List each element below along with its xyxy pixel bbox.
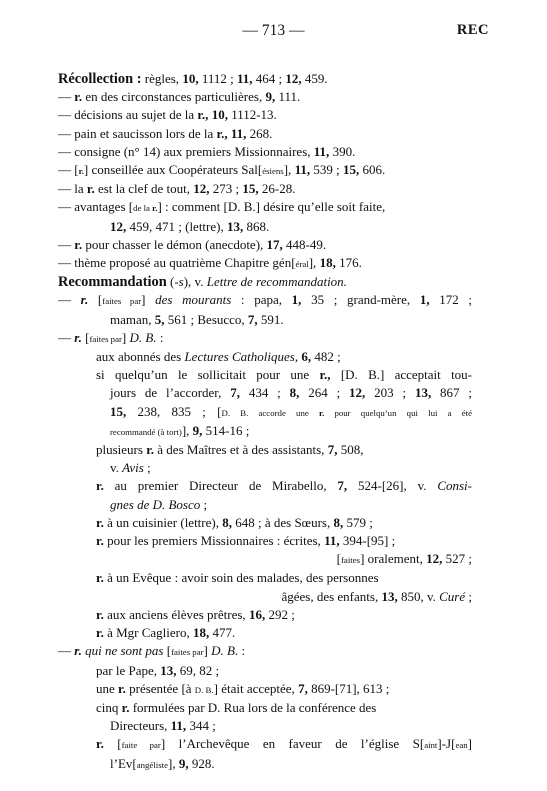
index-line [58, 550, 472, 569]
text-run: pour les premiers Missionnaires : écrites, [103, 533, 325, 549]
text-run: plusieurs [96, 442, 147, 458]
index-line [58, 236, 472, 254]
text-run: 1112-13. [227, 107, 277, 123]
text-run: 12, [193, 181, 210, 197]
index-line [58, 218, 472, 236]
text-run: — [ [58, 162, 79, 178]
index-line [58, 441, 472, 459]
text-run: présentée [à [125, 680, 195, 696]
text-run: gnes de D. Bosco [110, 496, 201, 512]
text-run: ], [283, 162, 295, 178]
text-run: aux abonnés des [96, 349, 185, 365]
text-run: faite par [121, 740, 161, 751]
index-line [58, 198, 472, 217]
text-run: r. [74, 236, 83, 252]
text-run: formulées par D. Rua lors de la conférence des [129, 699, 377, 715]
text-run: — avantages [ [58, 199, 134, 215]
text-run: 527 ; [442, 551, 472, 567]
text-run: 508, [337, 442, 364, 458]
text-run: r. [96, 570, 104, 586]
text-run: 477. [209, 625, 236, 641]
text-run: 13, [226, 218, 244, 234]
text-run: âgées, des enfants, [281, 588, 382, 604]
index-line [58, 717, 472, 735]
text-run: D. B. [129, 329, 157, 345]
text-run: 869-[71], 613 ; [307, 680, 390, 696]
text-run: si quelqu’un le sollicitait pour une [96, 367, 320, 383]
text-run: qui ne sont pas [85, 643, 164, 659]
text-run: : papa, [231, 292, 292, 308]
text-run: 539 ; [310, 162, 343, 178]
index-line [58, 273, 472, 291]
text-run: r. [96, 606, 104, 622]
text-run: 850, v. [397, 588, 440, 604]
text-run: — pain et saucisson lors de la [58, 125, 217, 141]
text-run: 11, [324, 533, 340, 549]
text-run: Lectures Catholiques [184, 349, 295, 365]
text-run: 7, [327, 442, 338, 458]
index-line [58, 606, 472, 624]
index-line [58, 180, 472, 198]
index-line [58, 311, 472, 329]
text-run: 434 ; [239, 385, 290, 401]
text-run: Avis [122, 460, 144, 476]
text-run: 203 ; [365, 385, 415, 401]
text-run: 35 ; grand-mère, [301, 292, 420, 308]
text-run: 18, [193, 625, 210, 641]
text-run: 292 ; [265, 606, 295, 622]
text-run: ]-J[ [437, 736, 456, 752]
text-run: règles, [141, 71, 183, 86]
index-line [58, 88, 472, 106]
text-run: ] conseillée aux Coopérateurs Sal[ [83, 162, 263, 178]
text-run: ], [308, 255, 320, 271]
index-line [58, 532, 472, 550]
text-run: 238, 835 ; [ [126, 403, 222, 419]
text-run: 8, [222, 514, 232, 530]
text-run: v. [110, 460, 123, 476]
index-line [58, 569, 472, 587]
page-header [0, 22, 547, 44]
index-line [58, 422, 472, 441]
text-run: 10, [182, 71, 199, 86]
text-run: 7, [337, 478, 348, 494]
text-run: faites [341, 555, 361, 566]
text-run: 12, [285, 71, 302, 86]
text-run: 111. [275, 89, 301, 105]
text-run: ésiens [262, 166, 284, 177]
text-run: 8, [333, 514, 344, 530]
text-run: : [156, 329, 164, 345]
text-run: 264 ; [299, 385, 350, 401]
text-run: 15, [242, 181, 259, 197]
text-run: r. [96, 533, 104, 549]
text-run: — [58, 292, 81, 308]
text-run: r. [146, 442, 155, 458]
text-run: ; [143, 460, 151, 476]
text-run: Directeurs, [110, 718, 171, 734]
text-run: faites par [102, 296, 142, 307]
text-run: 7, [298, 680, 308, 696]
index-line [58, 496, 472, 514]
text-run: (- [166, 274, 179, 290]
text-run: r. [86, 181, 95, 197]
text-run: r. [96, 736, 104, 752]
text-run: — [58, 89, 75, 105]
text-run: en des circonstances particulières, [82, 89, 266, 105]
index-line [58, 514, 472, 532]
text-run: r. [121, 699, 130, 715]
text-run: 7, [230, 385, 240, 401]
text-run: 11, [170, 718, 187, 734]
text-run: 69, 82 ; [176, 662, 220, 678]
text-run: — consigne (n° 14) aux premiers Missionnaires, [58, 143, 314, 159]
text-run: 459. [301, 71, 328, 86]
text-run: 12, [426, 551, 443, 567]
text-run: 13, [160, 662, 177, 678]
text-run: : [238, 643, 246, 659]
index-line [58, 699, 472, 717]
text-run: 10, [211, 107, 228, 123]
text-run: 9, [192, 422, 203, 438]
text-run: ean [455, 740, 468, 751]
text-run: 344 ; [186, 718, 216, 734]
text-run: 268. [246, 125, 273, 141]
text-run: ] était acceptée, [213, 680, 299, 696]
text-run: [ [336, 551, 341, 567]
text-run: 868. [243, 218, 270, 234]
text-run: 7, [247, 311, 258, 327]
text-run: l’Ev[ [110, 755, 137, 771]
text-run: au premier Directeur de Mirabello, [103, 478, 338, 494]
text-run: r. [74, 89, 83, 105]
text-run: r. [74, 329, 82, 345]
text-run: 172 ; [429, 292, 472, 308]
text-run: 273 ; [209, 181, 243, 197]
text-run: r. [96, 514, 104, 530]
index-line [58, 735, 472, 754]
index-line [58, 624, 472, 642]
text-run: 591. [257, 311, 284, 327]
text-run: ; [200, 496, 208, 512]
text-run: est la clef de tout, [94, 181, 194, 197]
text-run: D. B. [211, 643, 239, 659]
text-run: r. [80, 292, 89, 308]
index-line [58, 348, 472, 366]
text-run: r., [319, 367, 331, 383]
text-run: 867 ; [431, 385, 472, 401]
text-run: faites par [171, 647, 204, 658]
running-head: REC [456, 22, 489, 38]
text-run: 11, [236, 71, 253, 86]
text-run: 15, [342, 162, 360, 178]
text-run: une [96, 680, 119, 696]
text-run: 11, [313, 143, 330, 159]
index-line [58, 291, 472, 310]
text-run: 464 ; [252, 71, 286, 86]
text-run: [D. B.] acceptait tou- [330, 367, 473, 383]
text-run: ], [168, 755, 179, 771]
text-run: 394-[95] ; [339, 533, 396, 549]
text-run: 18, [319, 255, 336, 271]
text-run: [ [103, 736, 122, 752]
text-run: faites par [89, 333, 122, 344]
text-run: ] oralement, [360, 551, 427, 567]
index-line [58, 459, 472, 477]
text-run: Consi- [437, 478, 472, 494]
text-run: 9, [265, 89, 276, 105]
page-number: — 713 — [242, 22, 305, 39]
text-run: ] l’Archevêque en faveur de l’église S[ [160, 736, 425, 752]
text-run: 561 ; Besucco, [164, 311, 248, 327]
index-line [58, 755, 472, 774]
text-run: ] [467, 736, 472, 752]
index-line [58, 642, 472, 661]
text-run: 6, [301, 349, 312, 365]
text-run: 12, [110, 218, 127, 234]
text-run: 176. [335, 255, 362, 271]
text-run: r. [152, 203, 158, 214]
text-run: Recommandation [58, 274, 167, 291]
index-line [58, 366, 472, 384]
text-run: 13, [414, 385, 432, 401]
text-run: 11, [294, 162, 311, 178]
text-run: aux anciens élèves prêtres, [103, 606, 249, 622]
index-line [58, 384, 472, 402]
index-line [58, 70, 472, 88]
text-run: ] [203, 643, 212, 659]
text-run: 514-16 ; [202, 422, 250, 438]
index-line [58, 662, 472, 680]
text-run: éral [295, 259, 309, 270]
text-run: — [58, 236, 75, 252]
index-entries [58, 70, 472, 774]
text-run: 448-49. [282, 236, 327, 252]
text-run: jours de l’accorder, [110, 385, 231, 401]
text-run: [ [81, 329, 90, 345]
text-run: 1, [419, 292, 430, 308]
text-run: 16, [248, 606, 266, 622]
text-run: ] : comment [D. B.] désire qu’elle soit faite, [157, 199, 386, 215]
index-line [58, 329, 472, 348]
text-run: [ [163, 643, 172, 659]
text-run: Lettre de recommandation. [206, 274, 347, 290]
text-run: pour chasser le démon (anecdote), [82, 236, 267, 252]
text-run: 482 ; [311, 349, 341, 365]
text-run: — [58, 643, 75, 659]
index-line [58, 161, 472, 180]
text-run: r. [96, 625, 104, 641]
text-run: pour quelqu’un qui lui a été [324, 407, 472, 418]
text-run: à des Maîtres et à des assistants, [154, 442, 328, 458]
text-run: 13, [381, 588, 398, 604]
text-run: à un Evêque : avoir soin des malades, des personnes [103, 570, 379, 586]
text-run: Récollection : [58, 71, 142, 87]
text-run: — [58, 329, 75, 345]
text-run: à un cuisinier (lettre), [103, 514, 223, 530]
index-line [58, 477, 472, 495]
text-run: ] [141, 292, 156, 308]
index-line [58, 106, 472, 124]
text-run: 11, [230, 125, 247, 141]
text-run: 1112 ; [198, 71, 237, 86]
text-run: r., [216, 125, 228, 141]
text-run: cinq [96, 699, 122, 715]
text-run: [ [88, 292, 103, 308]
text-run: 648 ; à des Sœurs, [231, 514, 334, 530]
text-run: , [294, 349, 302, 365]
text-run: — thème proposé au quatrième Chapitre gén[ [58, 255, 296, 271]
text-run: r. [74, 643, 82, 659]
text-run: D. B. [194, 684, 214, 695]
text-run: r. [318, 407, 325, 418]
text-run: 9, [178, 755, 189, 771]
text-run: 15, [110, 403, 127, 419]
text-run: 12, [349, 385, 366, 401]
text-run: — la [58, 181, 87, 197]
text-run: 579 ; [343, 514, 373, 530]
text-run: 26-28. [258, 181, 296, 197]
text-run: à Mgr Cagliero, [103, 625, 193, 641]
text-run: ] [121, 329, 130, 345]
text-run: 524-[26], v. [347, 478, 438, 494]
text-run: D. B. accorde une [221, 407, 319, 418]
text-run: 606. [359, 162, 386, 178]
text-run: 390. [329, 143, 356, 159]
text-run: 17, [266, 236, 283, 252]
text-run: ], [181, 422, 193, 438]
index-line [58, 588, 472, 606]
text-run: angéliste [136, 759, 168, 770]
text-run: r. [118, 680, 126, 696]
index-line [58, 254, 472, 273]
text-run: 5, [154, 311, 165, 327]
index-line [58, 680, 472, 699]
text-run: 459, 471 ; (lettre), [126, 218, 227, 234]
index-line [58, 125, 472, 143]
text-run: 928. [188, 755, 215, 771]
text-run: r. [78, 166, 84, 177]
text-run: des mourants [155, 292, 232, 308]
text-run: r. [96, 478, 104, 494]
text-run: aint [424, 740, 438, 751]
text-run: maman, [110, 311, 155, 327]
text-run: r., [197, 107, 209, 123]
text-run: s [178, 274, 184, 290]
text-run: — décisions au sujet de la [58, 107, 198, 123]
text-run: de la [133, 203, 153, 214]
text-run: par le Pape, [96, 662, 161, 678]
text-run: Curé [439, 588, 466, 604]
text-run: 8, [289, 385, 300, 401]
text-run: ), v. [183, 274, 207, 290]
text-run: ; [465, 588, 472, 604]
text-run: 1, [291, 292, 302, 308]
index-line [58, 403, 472, 422]
index-line [58, 143, 472, 161]
text-run: recommandé (à tort) [110, 426, 182, 437]
